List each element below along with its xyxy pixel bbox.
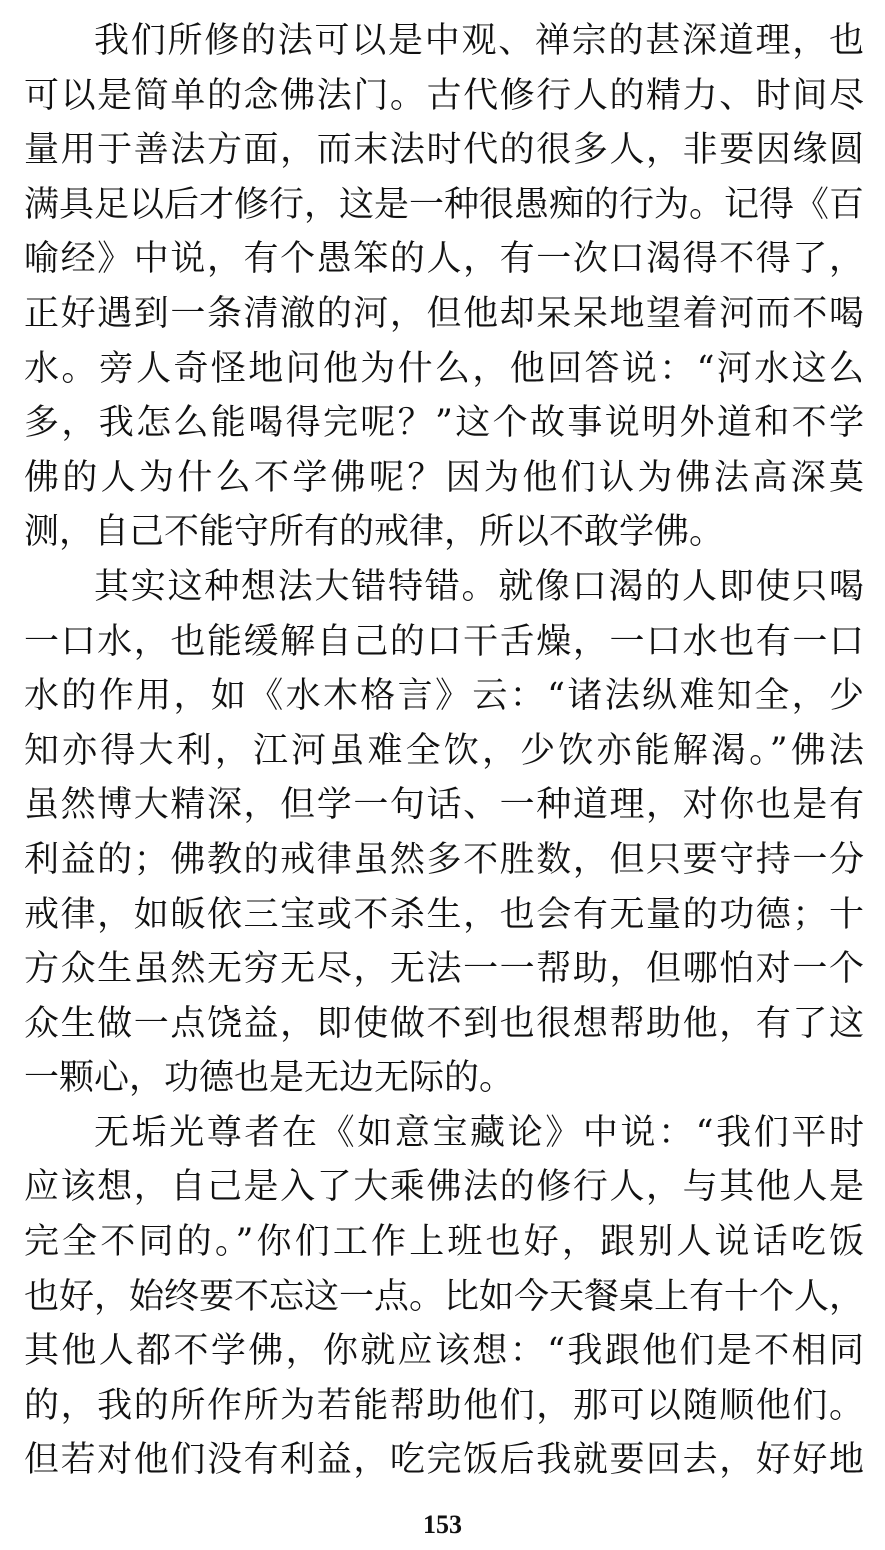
text-line: 佛的人为什么不学佛呢？因为他们认为佛法高深莫 (24, 457, 864, 498)
text-line: 一颗心，功德也是无边无际的。 (24, 1058, 515, 1099)
text-line: 正好遇到一条清澈的河，但他却呆呆地望着河而不喝 (24, 293, 864, 334)
text-line: 的，我的所作所为若能帮助他们，那可以随顺他们。 (24, 1385, 864, 1426)
text-line: 水的作用，如《水木格言》云：“诸法纵难知全，少 (24, 676, 864, 717)
text-line: 知亦得大利，江河虽难全饮，少饮亦能解渴。”佛法 (24, 730, 864, 771)
text-line: 我们所修的法可以是中观、禅宗的甚深道理，也 (94, 21, 864, 61)
text-line: 满具足以后才修行，这是一种很愚痴的行为。记得《百 (24, 184, 864, 225)
text-line: 方众生虽然无穷无尽，无法一一帮助，但哪怕对一个 (24, 949, 864, 990)
text-line: 但若对他们没有利益，吃完饭后我就要回去，好好地 (24, 1440, 864, 1481)
text-line: 喻经》中说，有个愚笨的人，有一次口渴得不得了， (24, 239, 864, 280)
text-line: 水。旁人奇怪地问他为什么，他回答说：“河水这么 (24, 348, 864, 389)
text-line: 测，自己不能守所有的戒律，所以不敢学佛。 (24, 512, 725, 553)
text-line: 可以是简单的念佛法门。古代修行人的精力、时间尽 (24, 75, 864, 116)
text-line: 也好，始终要不忘这一点。比如今天餐桌上有十个人， (24, 1276, 864, 1317)
text-line: 虽然博大精深，但学一句话、一种道理，对你也是有 (24, 785, 864, 826)
body-text (24, 14, 864, 1488)
text-line: 戒律，如皈依三宝或不杀生，也会有无量的功德；十 (24, 894, 864, 935)
text-line: 无垢光尊者在《如意宝藏论》中说：“我们平时 (94, 1112, 864, 1153)
text-line: 众生做一点饶益，即使做不到也很想帮助他，有了这 (24, 1003, 864, 1044)
text-line: 完全不同的。”你们工作上班也好，跟别人说话吃饭 (24, 1222, 864, 1263)
text-line: 其他人都不学佛，你就应该想：“我跟他们是不相同 (24, 1331, 864, 1372)
page-number: 153 (423, 1510, 462, 1539)
text-line: 利益的；佛教的戒律虽然多不胜数，但只要守持一分 (24, 839, 864, 880)
text-line: 多，我怎么能喝得完呢？”这个故事说明外道和不学 (24, 403, 864, 444)
text-line: 量用于善法方面，而末法时代的很多人，非要因缘圆 (24, 130, 864, 171)
text-line: 其实这种想法大错特错。就像口渴的人即使只喝 (94, 566, 864, 607)
text-line: 一口水，也能缓解自己的口干舌燥，一口水也有一口 (24, 621, 864, 662)
text-line: 应该想，自己是入了大乘佛法的修行人，与其他人是 (24, 1167, 864, 1208)
